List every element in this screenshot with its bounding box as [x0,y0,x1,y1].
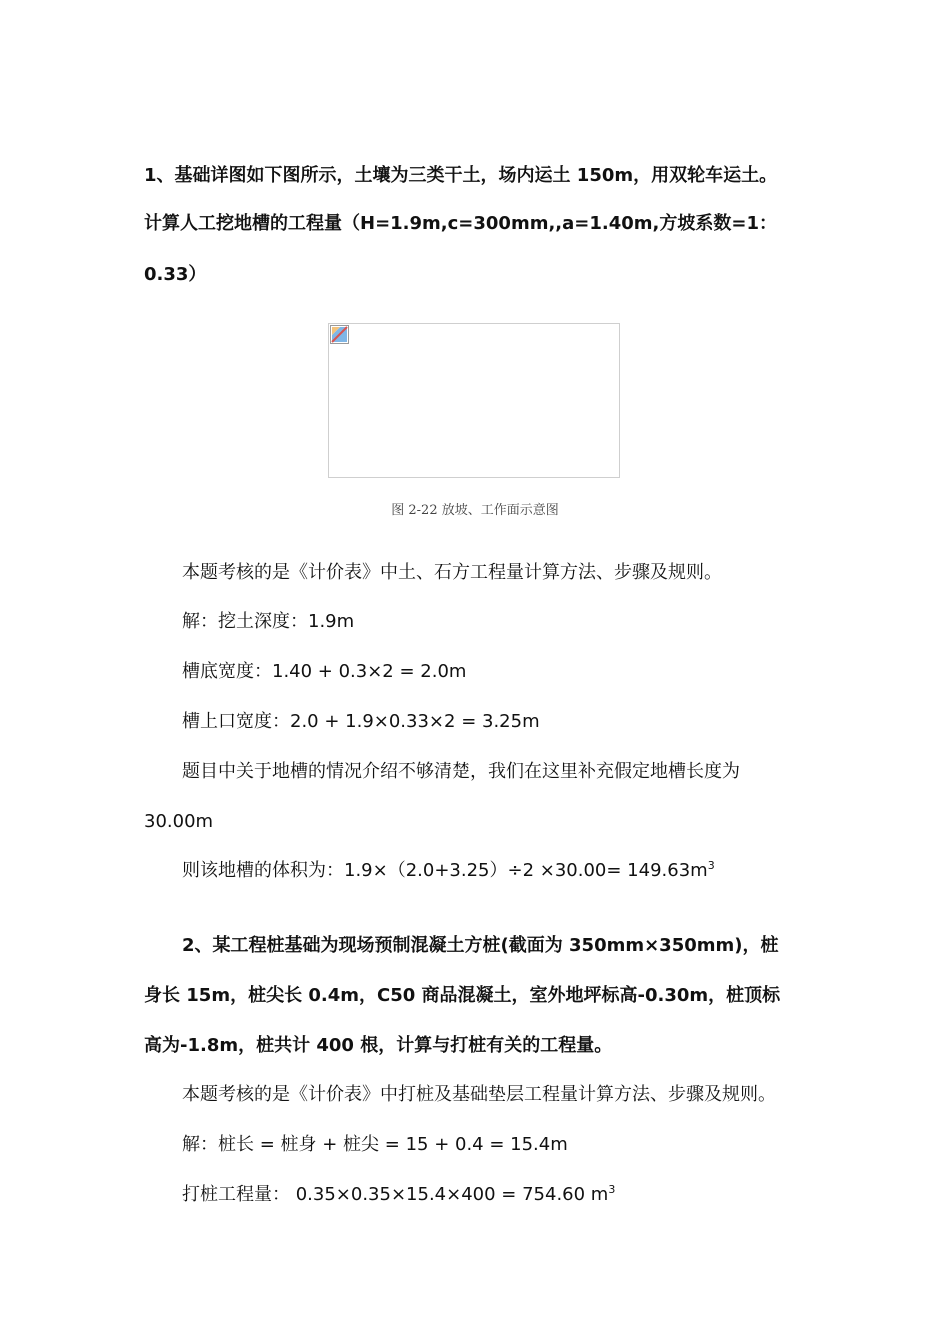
a2-pile-work-unit-sup: 3 [608,1183,616,1196]
q2-line-2: 身长 15m，桩尖长 0.4m，C50 商品混凝土，室外地坪标高-0.30m，桩顶标 [144,985,781,1006]
q1-line-3: 0.33） [144,264,207,285]
a1-depth: 解：挖土深度：1.9m [182,611,355,632]
broken-image-icon [330,325,349,344]
a2-pile-length: 解：桩长 = 桩身 + 桩尖 = 15 + 0.4 = 15.4m [182,1134,568,1155]
a2-intro: 本题考核的是《计价表》中打桩及基础垫层工程量计算方法、步骤及规则。 [182,1084,776,1105]
a1-top-width: 槽上口宽度：2.0 + 1.9×0.33×2 = 3.25m [182,711,540,732]
a1-volume [182,859,715,883]
a2-pile-work-text: 打桩工程量： 0.35×0.35×15.4×400 = 754.60 m [182,1184,609,1205]
figure-placeholder [328,323,620,478]
a1-note-line-1: 题目中关于地槽的情况介绍不够清楚，我们在这里补充假定地槽长度为 [182,761,740,782]
a1-note-line-2: 30.00m [144,811,214,832]
q1-line-1: 1、基础详图如下图所示，土壤为三类干土，场内运土 150m，用双轮车运土。 [144,165,778,186]
a2-pile-work [182,1183,615,1207]
a1-volume-unit-sup: 3 [707,859,715,872]
a1-intro: 本题考核的是《计价表》中土、石方工程量计算方法、步骤及规则。 [182,562,722,583]
a1-volume-text: 则该地槽的体积为：1.9×（2.0+3.25）÷2 ×30.00= 149.63m [182,860,708,881]
q1-line-2: 计算人工挖地槽的工程量（H=1.9m,c=300mm,,a=1.40m,方坡系数=1： [144,213,777,234]
figure-caption: 图 2-22 放坡、工作面示意图 [391,503,559,518]
q2-line-3: 高为-1.8m，桩共计 400 根，计算与打桩有关的工程量。 [144,1035,613,1056]
q2-line-1: 2、某工程桩基础为现场预制混凝土方桩(截面为 350mm×350mm)，桩 [182,935,779,956]
a1-bottom-width: 槽底宽度：1.40 + 0.3×2 = 2.0m [182,661,467,682]
